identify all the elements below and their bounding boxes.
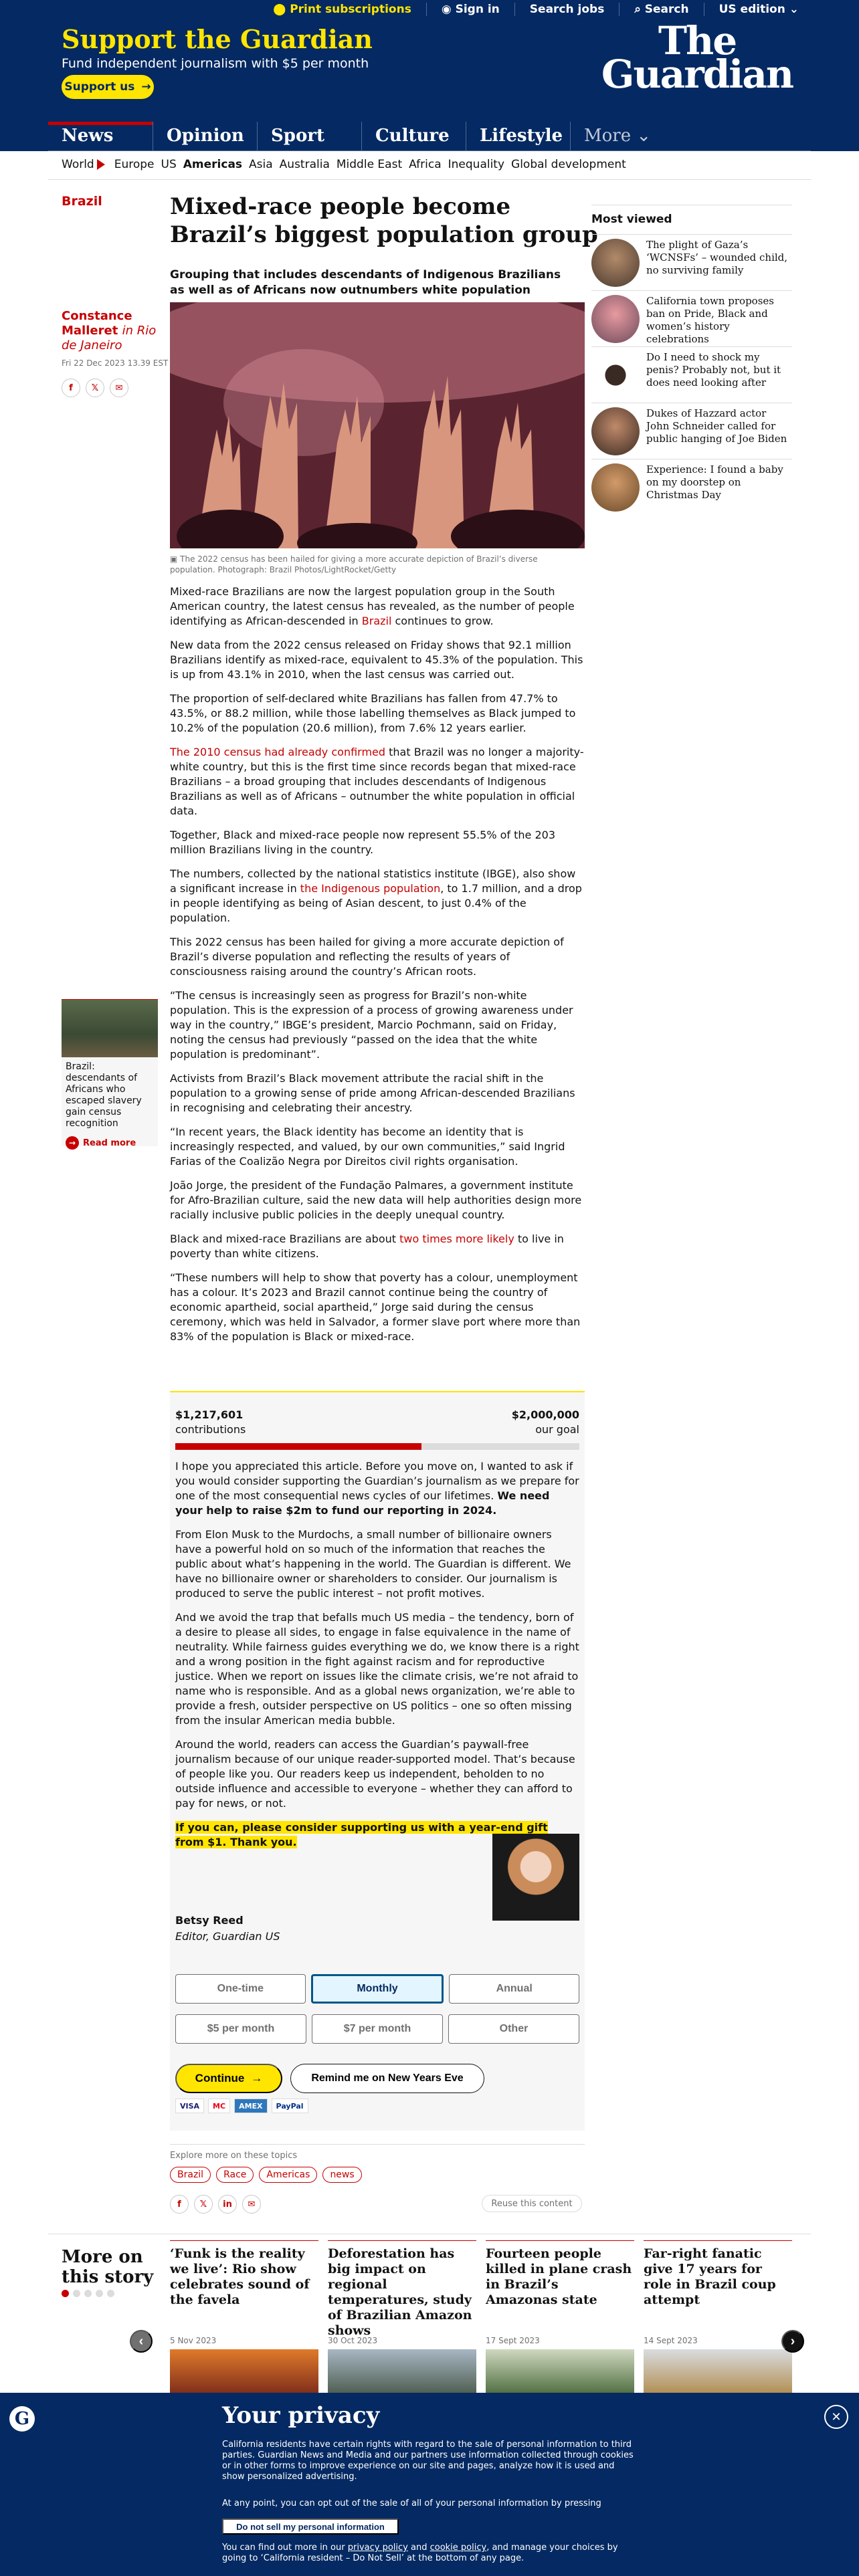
subnav-americas[interactable]: Americas [183,158,243,171]
close-icon[interactable]: ✕ [824,2405,848,2429]
byline [62,309,162,353]
divider [48,179,811,180]
paragraph: Black and mixed-race Brazilians are about two times more likely to live in poverty than white citizens. [170,1232,564,1260]
carousel-dots [62,2290,114,2297]
most-viewed-thumbnail [591,351,640,399]
epic-paragraph: From Elon Musk to the Murdochs, a small number of billionaire owners have a powerful hold on so much of the information that reaches the public about what’s happening in the world. The Guardian is different. We have no billionaire owner or shareholders to consider. Our journalism is produced to serve the public interest – not profit motives. [175,1528,571,1600]
carousel-prev-button[interactable] [130,2330,153,2353]
most-viewed-item[interactable]: Dukes of Hazzard actor John Schneider called for public hanging of Joe Biden [591,403,792,452]
progress-bar [175,1443,579,1450]
twitter-share-icon[interactable]: 𝕏 [194,2195,213,2214]
pillar-more[interactable]: More ⌄ [570,122,664,150]
facebook-share-icon[interactable]: f [62,379,80,397]
paragraph: “In recent years, the Black identity has become an identity that is increasingly respected, and valued, by our own communities,” said Ingrid Farias of the Coalizão Negra por Direitos civil rights organisation. [170,1125,565,1168]
topic-tag[interactable]: news [322,2167,361,2183]
do-not-sell-button[interactable]: Do not sell my personal information [222,2518,399,2535]
edition-selector[interactable]: US edition ⌄ [719,3,799,16]
contributions-epic [170,1391,585,2131]
paragraph: Activists from Brazil’s Black movement attribute the racial shift in the population to a growing sense of pride among African-descended Brazilians in recognising and celebrating their ancestry. [170,1072,575,1114]
epic-paragraph: And we avoid the trap that befalls much US media – the tendency, born of a desire to please all sides, to engage in false equivalence in the name of neutrality. While fairness guides everything we do, we know there is a right and a wrong position in the fight against racism and for reproductive justice. When we report on issues like the climate crisis, we’re not afraid to name who is responsible. And as a global news organization, we’re able to provide a fresh, outsider perspective on US politics – one so often missing from the insular American media bubble. [175,1611,579,1727]
most-viewed-thumbnail [591,295,640,343]
frequency-annual[interactable]: Annual [449,1974,579,2004]
paypal-icon: PayPal [272,2099,308,2113]
editor-photo [492,1834,579,1921]
rich-link-card[interactable] [62,999,158,1146]
most-viewed-item[interactable]: Experience: I found a baby on my doorstep on Christmas Day [591,459,792,508]
most-viewed-item[interactable]: The plight of Gaza’s ‘WCNSFs’ – wounded child, no surviving family [591,234,792,284]
support-us-button[interactable]: Support us → [62,75,154,99]
search-jobs-link[interactable]: Search jobs [529,3,605,16]
hero-image-art [170,302,585,548]
support-subtitle: Fund independent journalism with $5 per month [62,56,369,71]
share-row-bottom [170,2195,261,2214]
facebook-share-icon[interactable]: f [170,2195,189,2214]
frequency-monthly[interactable]: Monthly [311,1974,444,2004]
progress-bar-fill [175,1443,421,1450]
most-viewed-item[interactable]: California town proposes ban on Pride, Black and women’s history celebrations [591,290,792,340]
brazil-link[interactable]: Brazil [361,615,392,627]
pillar-nav [48,122,811,151]
topic-list [170,2167,362,2183]
amount-other[interactable]: Other [448,2014,579,2044]
pillar-culture[interactable]: Culture [361,122,466,150]
privacy-paragraph: At any point, you can opt out of the sale of all of your personal information by pressing [222,2498,601,2508]
article-body [170,584,585,1354]
topic-tag[interactable]: Race [216,2167,254,2183]
top-bar [273,3,799,16]
masthead [0,0,859,128]
epic-highlight: If you can, please consider supporting us with a year-end gift from $1. Thank you. [175,1821,548,1848]
mastercard-icon: MC [208,2099,230,2113]
carousel-dot[interactable] [62,2290,69,2297]
carousel-dot[interactable] [96,2290,103,2297]
divider [426,3,427,16]
byline-location: in Rio de Janeiro [62,324,157,352]
headline: Mixed-race people become Brazil’s biggest population group [170,193,598,248]
subnav-world[interactable]: World [62,158,108,171]
topic-tag[interactable]: Americas [259,2167,317,2183]
arrow-right-icon: → [66,1136,79,1150]
signer-title: Editor, Guardian US [175,1930,280,1943]
amount-selector [175,2014,579,2044]
chevron-right-icon: › [790,2333,795,2349]
chevron-down-icon: ⌄ [631,126,652,146]
raised-label: contributions [175,1423,246,1436]
pillar-news[interactable]: News [48,122,153,150]
camera-icon: ▣ [170,554,181,564]
paragraph: The numbers, collected by the national statistics institute (IBGE), also show a significant increase in the Indigenous population, to 1.7 million, and a drop in people identifying as being of Asian descent, to just 0.4% of the population. [170,867,582,924]
onward-card[interactable]: ‘Funk is the reality we live’: Rio show celebrates sound of the favela 5 Nov 2023 [170,2240,318,2396]
email-share-icon[interactable]: ✉ [242,2195,261,2214]
carousel-next-button[interactable] [781,2330,804,2353]
privacy-paragraph: California residents have certain rights with regard to the sale of personal information to third parties. Guardian News and Media and our partners use information collected through cookies or in other forms to improve experience on our site and pages, analyze how it is used and show personalized advertising. [222,2440,634,2482]
share-row-top [62,379,128,397]
most-viewed-title: Most viewed [591,213,672,226]
visa-icon: VISA [175,2099,204,2113]
divider [514,3,515,16]
payment-methods [175,2099,308,2113]
carousel-dot[interactable] [107,2290,114,2297]
poverty-link[interactable]: two times more likely [399,1232,514,1245]
amount-7[interactable]: $7 per month [312,2014,443,2044]
paragraph: Mixed-race Brazilians are now the largest population group in the South American country, the latest census has revealed, as the number of people identifying as African-descended in Brazil continues to grow. [170,585,575,627]
chevron-left-icon: ‹ [138,2333,144,2349]
carousel-dot[interactable] [73,2290,80,2297]
goal-amount: $2,000,000 [511,1408,579,1421]
epic-paragraph: Around the world, readers can access the Guardian’s paywall-free journalism because of our unique reader-supported model. That’s because of people like you. Our readers keep us independent, beholden to no outside influence and accessible to everyone – whether they can afford to pay for news, or not. [175,1738,575,1810]
guardian-g-logo: G [9,2406,35,2432]
indigenous-population-link[interactable]: the Indigenous population [300,882,441,895]
triangle-right-icon [97,159,105,170]
print-subscriptions-link[interactable]: ⬤ Print subscriptions [273,3,411,16]
onward-card-image [170,2349,318,2396]
author-link[interactable]: Constance Malleret [62,309,132,338]
onward-title: More on this story [62,2247,154,2287]
rich-link-read-more: → Read more [62,1134,158,1152]
subnav-asia[interactable]: Asia [249,158,273,171]
goal-label: our goal [535,1423,579,1436]
paragraph: “These numbers will help to show that poverty has a colour, unemployment has a colour. It’s 2023 and Brazil cannot continue being the country of economic apartheid, social apartheid,” Jorge said during the census ceremony, which was held in Salvador, a former slave port where more than 83% of the population is Black or mixed-race. [170,1271,581,1343]
paragraph: The proportion of self-declared white Brazilians has fallen from 47.7% to 43.5%, or 88.2 million, while those labelling themselves as Black jumped to 10.2% of the population (20.6 million), from 7.6% 12 years earlier. [170,692,576,734]
image-caption: ▣ The 2022 census has been hailed for giving a more accurate depiction of Brazil’s diverse population. Photograph: Brazil Photos/LightRocket/Getty [170,554,538,574]
account-icon: ◉ [441,3,456,16]
subnav-africa[interactable]: Africa [409,158,442,171]
standfirst: Grouping that includes descendants of Indigenous Brazilians as well as of Africans now outnumbers white population [170,268,561,297]
onward-card[interactable]: Deforestation has big impact on regional temperatures, study of Brazilian Amazon shows 30 Oct 2023 [328,2240,476,2396]
onward-card[interactable]: Fourteen people killed in plane crash in Brazil’s Amazonas state 17 Sept 2023 [486,2240,634,2396]
sub-nav [62,158,626,171]
privacy-banner [0,2393,859,2576]
subnav-europe[interactable]: Europe [114,158,155,171]
frequency-one-time[interactable]: One-time [175,1974,306,2004]
search-icon: ⌕ [634,3,645,16]
frequency-selector [175,1974,579,2004]
paragraph: The 2010 census had already confirmed that Brazil was no longer a majority-white country, but this is the first time since records began that mixed-race Brazilians – a broad grouping that includes descendants of Indigenous Brazilians as well as of Africans – outnumber the white population in official data. [170,746,584,817]
guardian-logo[interactable]: The Guardian [601,18,793,97]
section-label[interactable]: Brazil [62,194,102,209]
onward-card-image [486,2349,634,2396]
rich-link-title: Brazil: descendants of Africans who escaped slavery gain census recognition [66,1061,142,1129]
search-link[interactable]: ⌕ Search [634,3,689,16]
topics-label: Explore more on these topics [170,2151,298,2161]
onward-card[interactable]: Far-right fanatic give 17 years for role in Brazil coup attempt 14 Sept 2023 [644,2240,792,2396]
subnav-us[interactable]: US [161,158,177,171]
arrow-right-icon: → [141,80,151,94]
divider [170,2144,585,2145]
privacy-policy-link[interactable]: privacy policy [347,2543,408,2553]
sign-in-link[interactable]: ◉ Sign in [441,3,500,16]
pillar-lifestyle[interactable]: Lifestyle [466,122,570,150]
twitter-share-icon[interactable]: 𝕏 [86,379,104,397]
subnav-middle-east[interactable]: Middle East [336,158,403,171]
cookie-policy-link[interactable]: cookie policy [430,2543,487,2553]
privacy-paragraph: You can find out more in our privacy policy and cookie policy, and manage your choices by going to ‘California resident – Do Not Sell’ at the bottom of any page. [222,2543,618,2563]
privacy-title: Your privacy [222,2402,380,2429]
most-viewed-thumbnail [591,239,640,287]
most-viewed-item[interactable]: Do I need to shock my penis? Probably not, but it does need looking after [591,346,792,396]
epic-paragraph: I hope you appreciated this article. Before you move on, I wanted to ask if you would consider supporting the Guardian’s journalism as we prepare for one of the most consequential news cycles of our lifetimes. We need your help to raise $2m to fund our reporting in 2024. [175,1460,579,1517]
onward-card-image [328,2349,476,2396]
epic-body [175,1459,579,1859]
continue-button[interactable]: Continue → [175,2064,282,2093]
paragraph: New data from the 2022 census released on Friday shows that 92.1 million Brazilians identify as mixed-race, equivalent to 45.3% of the population. This is up from 43.1% in 2010, when the last census was carried out. [170,639,583,681]
census-2010-link[interactable]: The 2010 census had already confirmed [170,746,386,758]
subnav-global-development[interactable]: Global development [511,158,626,171]
topic-tag[interactable]: Brazil [170,2167,211,2183]
pillar-sport[interactable]: Sport [257,122,361,150]
onward-card-image [644,2349,792,2396]
publish-date: Fri 22 Dec 2023 13.39 EST [62,358,169,368]
support-title: Support the Guardian [62,24,373,54]
print-icon: ⬤ [273,3,290,16]
paragraph: “The census is increasingly seen as progress for Brazil’s non-white population. This is the expression of a process of growing awareness under way in the country,” IBGE’s president, Marcio Pochmann, said on Friday, noting the census had previously “passed on the idea that the white population is predominant”. [170,989,573,1061]
reuse-content-button[interactable]: Reuse this content [482,2195,582,2212]
email-share-icon[interactable]: ✉ [110,379,128,397]
amex-icon: AMEX [234,2099,267,2113]
rich-link-image [62,1000,158,1057]
remind-me-button[interactable]: Remind me on New Years Eve [290,2064,484,2093]
linkedin-share-icon[interactable]: in [218,2195,237,2214]
paragraph: This 2022 census has been hailed for giving a more accurate depiction of Brazil’s diverse population and reflecting the results of years of consciousness raising around the country’s African roots. [170,936,564,978]
chevron-down-icon: ⌄ [785,3,799,16]
pillar-opinion[interactable]: Opinion [153,122,257,150]
paragraph: Together, Black and mixed-race people now represent 55.5% of the 203 million Brazilians living in the country. [170,829,556,856]
amount-5[interactable]: $5 per month [175,2014,306,2044]
signer-name: Betsy Reed [175,1914,244,1927]
carousel-dot[interactable] [84,2290,92,2297]
raised-amount: $1,217,601 [175,1408,244,1421]
hero-image [170,302,585,548]
arrow-right-icon: → [251,2072,263,2084]
subnav-inequality[interactable]: Inequality [448,158,505,171]
most-viewed-thumbnail [591,407,640,455]
paragraph: João Jorge, the president of the Fundação Palmares, a government institute for Afro-Brazilian culture, said the new data will help authorities design more racially inclusive public policies in the deeply unequal country. [170,1179,582,1221]
subnav-australia[interactable]: Australia [279,158,330,171]
most-viewed-thumbnail [591,463,640,512]
